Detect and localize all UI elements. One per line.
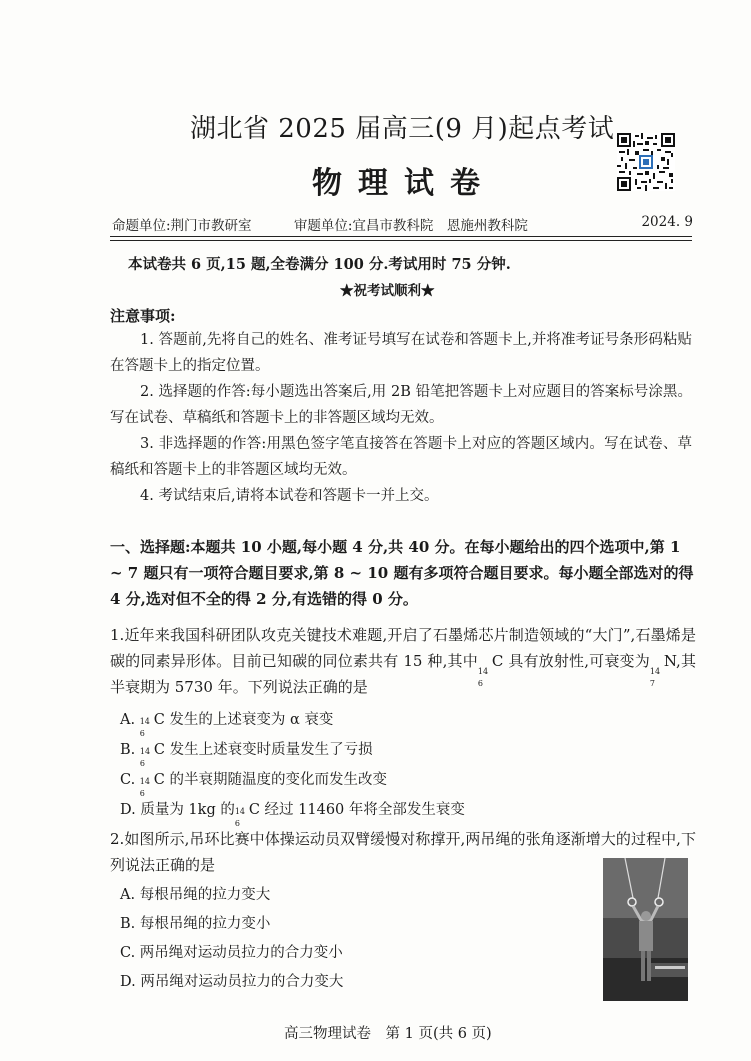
- section-intro: 一、选择题:本题共 10 小题,每小题 4 分,共 40 分。在每小题给出的四个选项中,第 1 ~ 7 题只有一项符合题目要求,第 8 ~ 10 题有多项符合题目要求。每小题全部选对的得 4 分,选对但不全的得 2 分,有选错的得 0 分。: [110, 538, 694, 608]
- setter-unit: 命题单位:荆门市教研室: [112, 218, 252, 234]
- reviewer-unit: 审题单位:宜昌市教科院 恩施州教科院: [293, 218, 528, 234]
- exam-title: 湖北省 2025 届高三(9 月)起点考试: [190, 114, 615, 144]
- option-b: B. 每根吊绳的拉力变小: [120, 916, 271, 932]
- good-luck-line: ★祝考试顺利★: [340, 283, 435, 299]
- option-a: A. 每根吊绳的拉力变大: [120, 887, 271, 903]
- note-item: 2. 选择题的作答:每小题选出答案后,用 2B 铅笔把答题卡上对应题目的答案标号涂黑。写在试卷、草稿纸和答题卡上的非答题区域均无效。: [110, 384, 692, 426]
- note-item: 1. 答题前,先将自己的姓名、准考证号填写在试卷和答题卡上,并将准考证号条形码粘贴在答题卡上的指定位置。: [110, 332, 692, 374]
- exam-meta: [112, 214, 693, 234]
- option-c: C. 14 6 C 的半衰期随温度的变化而发生改变: [120, 772, 387, 798]
- option-a: A. 14 6 C 发生的上述衰变为 α 衰变: [120, 712, 334, 738]
- question-number: 1.: [110, 626, 125, 644]
- question-1-stem: 1.近年来我国科研团队攻克关键技术难题,开启了石墨烯芯片制造领域的“大门”,石墨烯是碳的同素异形体。目前已知碳的同位素共有 15 种,其中 14 6 C 具有放射性,可衰变为 14 7 N,其半衰期为 5730 年。下列说法正确的是: [110, 626, 697, 696]
- option-c: C. 两吊绳对运动员拉力的合力变小: [120, 945, 343, 961]
- option-d: D. 两吊绳对运动员拉力的合力变大: [120, 974, 344, 990]
- question-number: 2.: [110, 830, 125, 848]
- question-2-stem: 2.如图所示,吊环比赛中体操运动员双臂缓慢对称撑开,两吊绳的张角逐渐增大的过程中,下列说法正确的是: [110, 830, 696, 874]
- note-item: 3. 非选择题的作答:用黑色签字笔直接答在答题卡上对应的答题区域内。写在试卷、草稿纸和答题卡上的非答题区域均无效。: [110, 436, 692, 478]
- gymnast-rings-photo: [603, 858, 688, 1001]
- exam-date: 2024. 9: [641, 214, 693, 230]
- option-d: D. 质量为 1kg 的 14 6 C 经过 11460 年将全部发生衰变: [120, 802, 465, 828]
- header-rule: [110, 236, 692, 237]
- notes-title: 注意事项:: [110, 307, 176, 325]
- note-item: 4. 考试结束后,请将本试卷和答题卡一并上交。: [140, 488, 439, 504]
- exam-summary: 本试卷共 6 页,15 题,全卷满分 100 分.考试用时 75 分钟.: [128, 256, 511, 273]
- header-rule-thin: [110, 240, 692, 241]
- qr-code-icon: [617, 133, 675, 191]
- subject-title: 物理试卷: [312, 166, 496, 201]
- option-b: B. 14 6 C 发生上述衰变时质量发生了亏损: [120, 742, 373, 768]
- page-footer: 高三物理试卷 第 1 页(共 6 页): [284, 1026, 492, 1042]
